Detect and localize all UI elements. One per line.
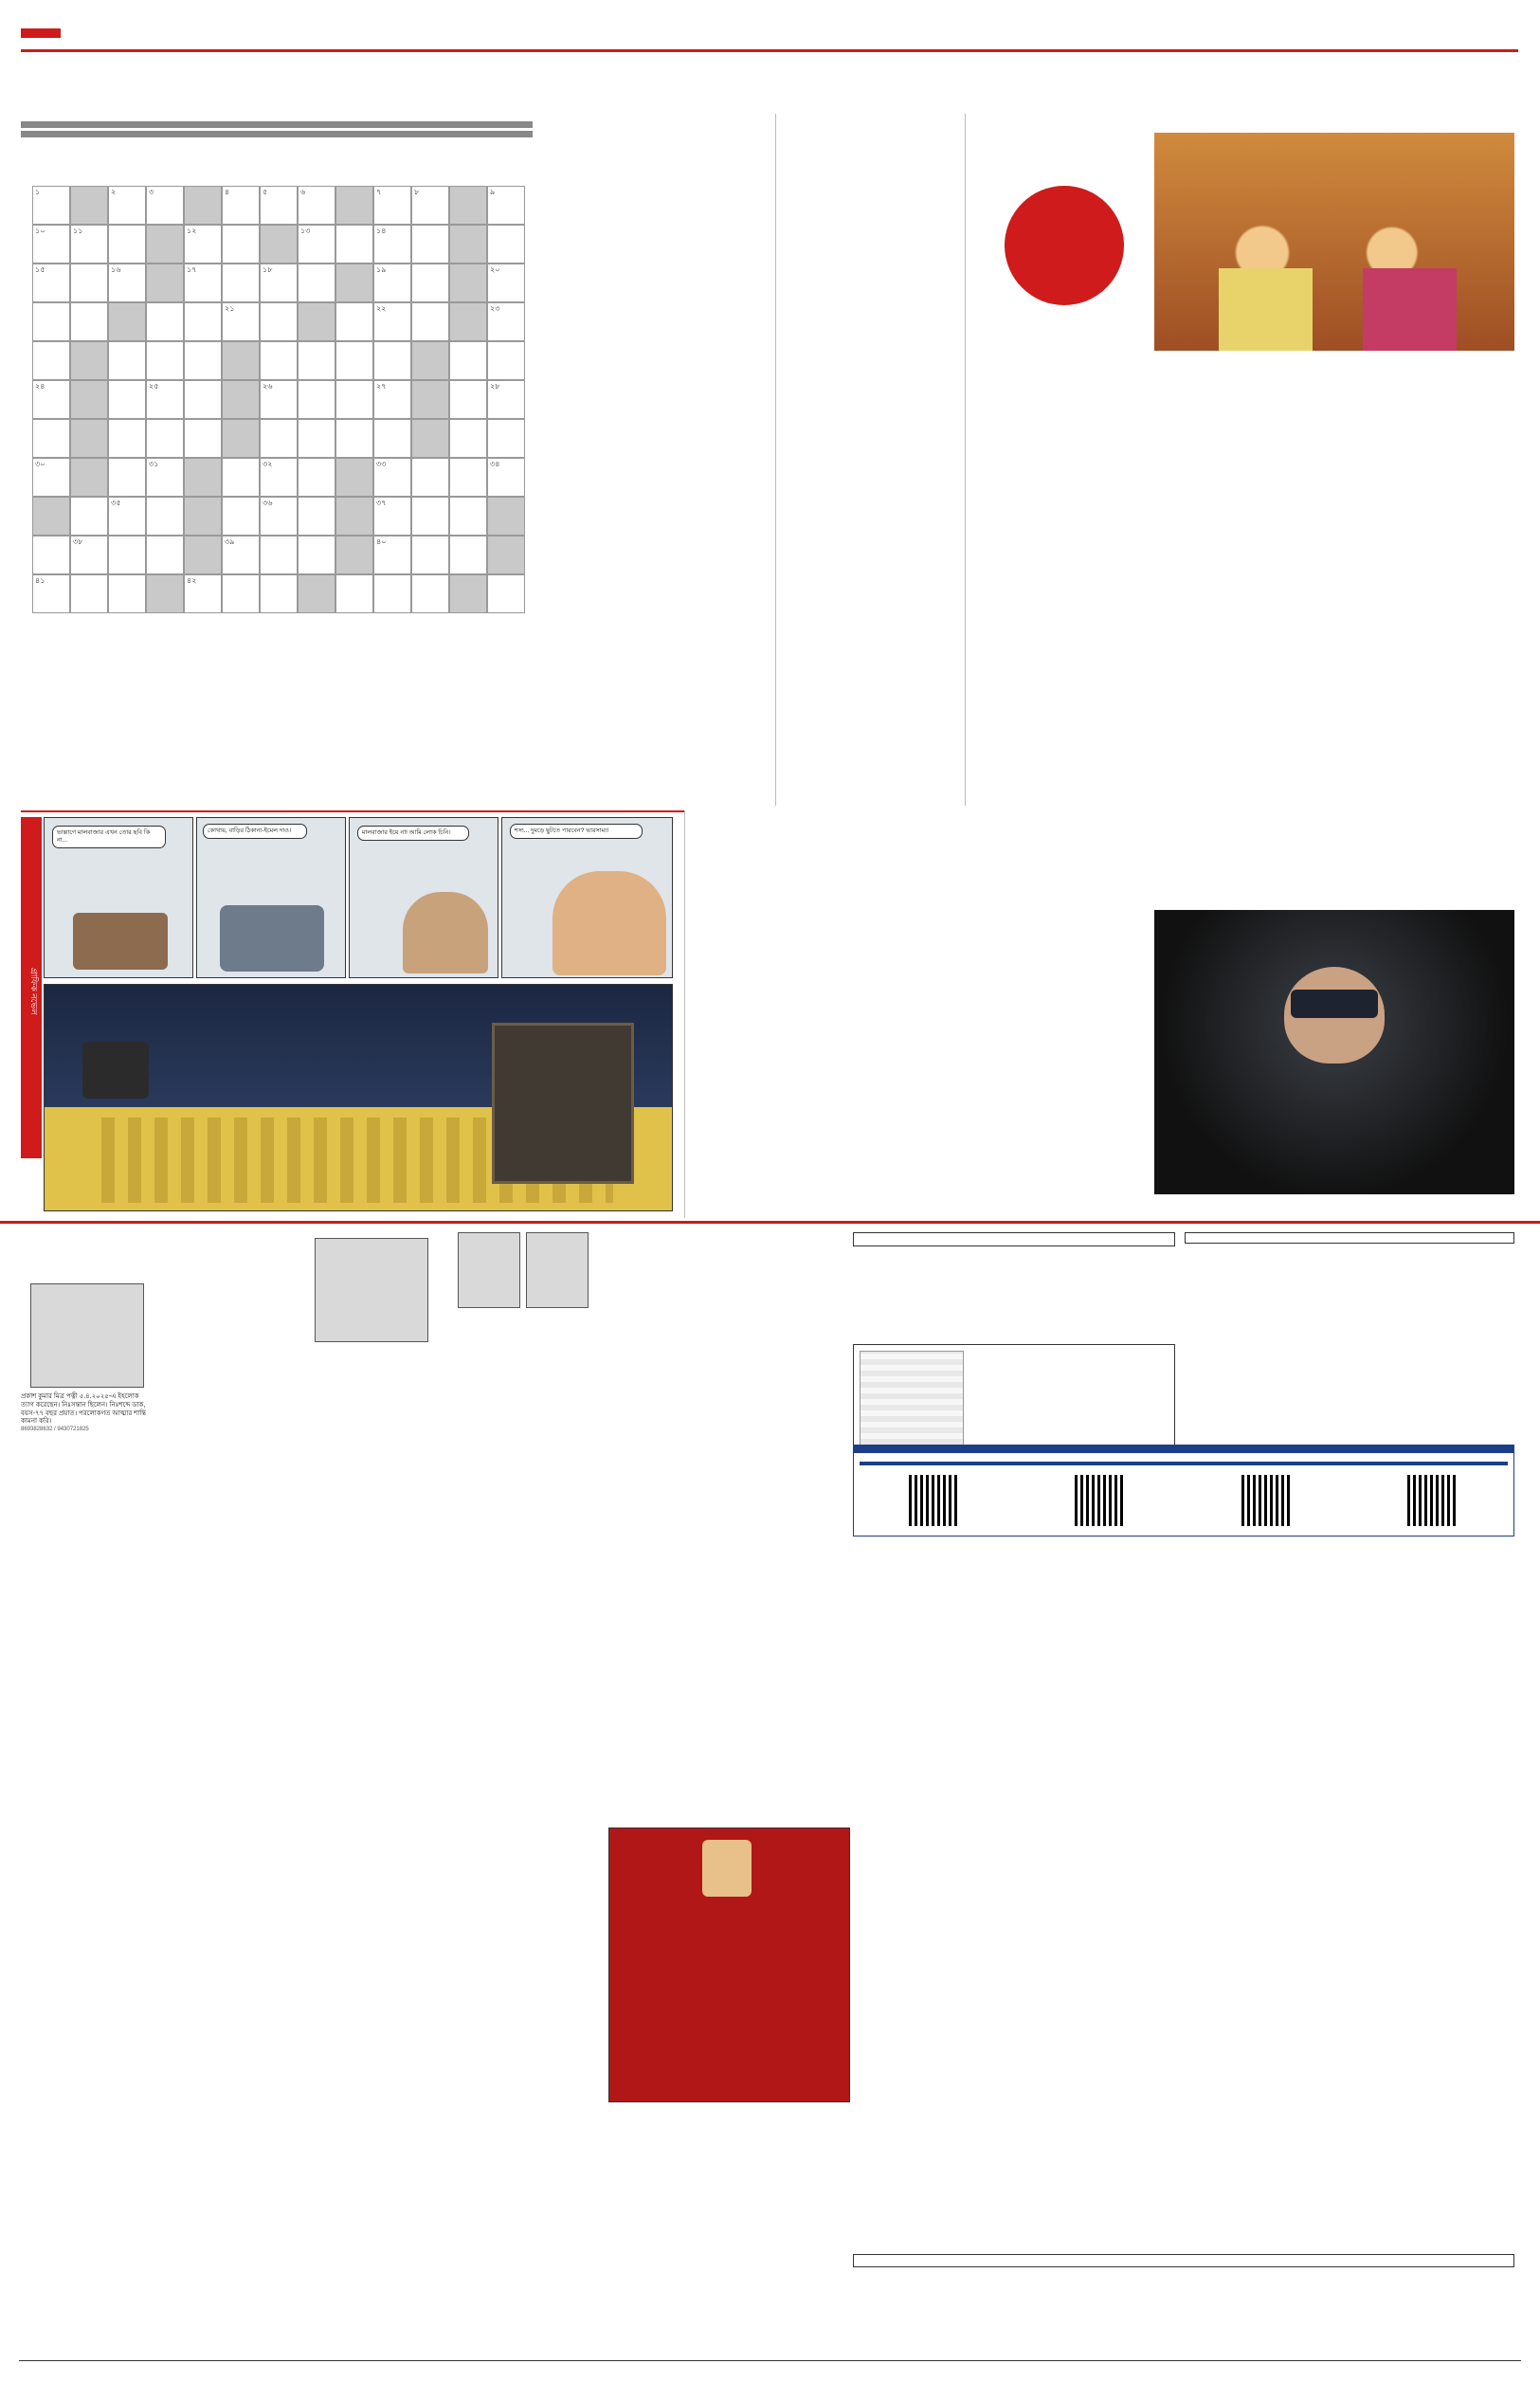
comic-panel-4: শস্য... দুমড়ে ছুটতে পারবেন? ভারসাম্য!	[501, 817, 673, 978]
sbi-header	[854, 1446, 1513, 1453]
crossword-cell-number: ৩৪	[490, 460, 500, 468]
crossword-cell[interactable]	[298, 458, 335, 497]
column-rule	[775, 114, 776, 806]
crossword-cell-number: ৪	[225, 188, 230, 196]
crossword-cell[interactable]	[146, 302, 184, 341]
crossword-block-cell	[449, 574, 487, 613]
crossword-cell[interactable]	[298, 536, 335, 574]
crossword-cell[interactable]	[32, 264, 70, 302]
comic-panel-3: মালবাজার ইয়ে না! আমি লোক চিনি।	[349, 817, 498, 978]
crossword-cell[interactable]	[32, 225, 70, 264]
crossword-block-cell	[146, 264, 184, 302]
crossword-cell[interactable]	[298, 264, 335, 302]
crossword-cell[interactable]	[108, 419, 146, 458]
crossword-cell[interactable]	[487, 264, 525, 302]
astrologer-photo	[702, 1840, 752, 1897]
missing-child-photo-1	[458, 1232, 520, 1308]
tv-photo	[1154, 133, 1514, 351]
crossword-block-cell	[184, 458, 222, 497]
crossword-cell[interactable]	[411, 497, 449, 536]
crossword-cell-number: ২৮	[490, 382, 500, 391]
crossword-block-cell	[449, 302, 487, 341]
crossword-cell-number: ৩০	[35, 460, 45, 468]
crossword-cell[interactable]	[32, 574, 70, 613]
crossword-cell[interactable]	[108, 186, 146, 225]
crossword-cell[interactable]	[146, 186, 184, 225]
crossword-cell[interactable]	[108, 574, 146, 613]
panjika-block	[783, 119, 958, 129]
crossword-cell[interactable]	[487, 225, 525, 264]
crossword-cell[interactable]	[70, 225, 108, 264]
crossword-cell[interactable]	[298, 380, 335, 419]
crossword-cell[interactable]	[108, 264, 146, 302]
crossword-block-cell	[184, 497, 222, 536]
crossword-cell[interactable]	[260, 536, 298, 574]
crossword-cell-number: ২৪	[35, 382, 45, 391]
crossword-cell[interactable]	[32, 380, 70, 419]
crossword-cell[interactable]	[184, 225, 222, 264]
crossword-cell[interactable]	[373, 574, 411, 613]
crossword-block-cell	[335, 264, 373, 302]
crossword-cell[interactable]	[411, 458, 449, 497]
crossword-cell[interactable]	[373, 302, 411, 341]
crossword-cell[interactable]	[146, 497, 184, 536]
crossword-block-cell	[70, 458, 108, 497]
crossword-cell-number: ৩৭	[376, 499, 387, 507]
crossword-cell[interactable]	[260, 419, 298, 458]
crossword-cell[interactable]	[449, 380, 487, 419]
crossword-cell-number: ১৪	[376, 227, 387, 235]
crossword-cell[interactable]	[184, 264, 222, 302]
crossword-cell-number: ৩	[149, 188, 154, 196]
crossword-cell[interactable]	[146, 380, 184, 419]
crossword-block-cell	[487, 536, 525, 574]
crossword-cell[interactable]	[184, 380, 222, 419]
crossword-cell[interactable]	[32, 536, 70, 574]
missing-child-photo-2	[526, 1232, 589, 1308]
crossword-cell[interactable]	[108, 380, 146, 419]
crossword-cell-number: ২০	[490, 265, 500, 274]
crossword-cell[interactable]	[449, 536, 487, 574]
crossword-cell[interactable]	[32, 341, 70, 380]
crossword-cell[interactable]	[411, 186, 449, 225]
crossword-cell-number: ১৩	[300, 227, 311, 235]
crossword-cell[interactable]	[146, 536, 184, 574]
crossword-cell[interactable]	[146, 458, 184, 497]
crossword-cell[interactable]	[335, 341, 373, 380]
crossword-block-cell	[260, 225, 298, 264]
comic-strip	[21, 817, 675, 1215]
mihirbhai-ad[interactable]	[853, 1232, 1175, 1246]
crossword-block-cell	[222, 380, 260, 419]
obituary-photo	[30, 1283, 144, 1388]
crossword-block-cell	[298, 574, 335, 613]
crossword-cell[interactable]	[373, 264, 411, 302]
crossword-cell[interactable]	[70, 497, 108, 536]
crossword-cell[interactable]	[222, 574, 260, 613]
crossword-cell[interactable]	[449, 497, 487, 536]
crossword-cell[interactable]	[373, 419, 411, 458]
crossword-block-cell	[184, 536, 222, 574]
crossword-bars	[21, 121, 533, 140]
crossword-grid[interactable]	[32, 186, 525, 622]
crossword-cell-number: ৫	[263, 188, 268, 196]
crossword-cell[interactable]	[70, 574, 108, 613]
crossword-cell[interactable]	[32, 419, 70, 458]
crossword-block-cell	[184, 186, 222, 225]
memorial-photo	[315, 1238, 428, 1342]
crossword-clues-down	[659, 186, 761, 190]
crossword-cell[interactable]	[298, 341, 335, 380]
crossword-cell-number: ১৫	[35, 265, 45, 274]
crossword-cell[interactable]	[487, 341, 525, 380]
tv-col-3	[1401, 379, 1514, 385]
crossword-block-cell	[411, 341, 449, 380]
classified-col-3	[305, 1232, 438, 1350]
crossword-block-cell	[298, 302, 335, 341]
crossword-cell[interactable]	[184, 574, 222, 613]
crossword-cell[interactable]	[335, 302, 373, 341]
crossword-cell[interactable]	[222, 186, 260, 225]
classified-col-2	[163, 1232, 296, 1238]
crossword-cell[interactable]	[411, 302, 449, 341]
crossword-cell-number: ১৮	[263, 265, 273, 274]
crossword-block-cell	[411, 380, 449, 419]
crossword-cell[interactable]	[335, 419, 373, 458]
crossword-cell-number: ৬	[300, 188, 306, 196]
crossword-cell[interactable]	[32, 302, 70, 341]
crossword-block-cell	[32, 497, 70, 536]
crossword-cell-number: ৩৮	[73, 537, 83, 546]
crossword-cell[interactable]	[487, 186, 525, 225]
crossword-cell[interactable]	[373, 225, 411, 264]
crossword-cell[interactable]	[373, 458, 411, 497]
crossword-cell[interactable]	[487, 302, 525, 341]
comic-large-panel	[44, 984, 673, 1211]
crossword-cell-number: ৩৫	[111, 499, 121, 507]
crossword-cell[interactable]	[260, 186, 298, 225]
crossword-cell-number: ২৫	[149, 382, 159, 391]
crossword-cell[interactable]	[260, 574, 298, 613]
sbi-auction-ad[interactable]	[853, 1445, 1514, 1536]
qr-code-3[interactable]	[1241, 1475, 1293, 1526]
masthead	[0, 0, 1540, 55]
crossword-cell[interactable]	[146, 419, 184, 458]
crossword-block-cell	[70, 419, 108, 458]
crossword-cell-number: ৭	[376, 188, 382, 196]
crossword-cell[interactable]	[32, 186, 70, 225]
crossword-cell[interactable]	[373, 380, 411, 419]
crossword-cell-number: ৩৩	[376, 460, 387, 468]
crossword-cell-number: ১০	[35, 227, 45, 235]
crossword-cell-number: ২২	[376, 304, 387, 313]
crossword-cell-number: ১১	[73, 227, 83, 235]
crossword-block-cell	[335, 497, 373, 536]
crossword-cell-number: ২১	[225, 304, 235, 313]
classified-section	[0, 1221, 1540, 2382]
crossword-cell[interactable]	[335, 380, 373, 419]
column-rule-2	[965, 114, 966, 806]
col1-ref: 8693828632 / 9430721825	[21, 1427, 89, 1432]
qr-code-2[interactable]	[1075, 1475, 1126, 1526]
crossword-cell[interactable]	[184, 302, 222, 341]
crossword-block-cell	[222, 419, 260, 458]
comic-panel-row	[44, 817, 673, 978]
crossword-cell-number: ৩৬	[263, 499, 273, 507]
crossword-block-cell	[146, 225, 184, 264]
crossword-cell[interactable]	[108, 225, 146, 264]
crossword-cell-number: ১৬	[111, 265, 121, 274]
crossword-cell[interactable]	[260, 302, 298, 341]
qr-code-1[interactable]	[909, 1475, 960, 1526]
folio-bar	[21, 28, 61, 38]
crossword-block-cell	[335, 536, 373, 574]
crossword-cell[interactable]	[70, 302, 108, 341]
crossword-cell[interactable]	[411, 536, 449, 574]
crossword-cell[interactable]	[260, 264, 298, 302]
crossword-cell[interactable]	[70, 264, 108, 302]
classified-col-4	[447, 1232, 599, 1313]
sbi-qr-row	[860, 1475, 1508, 1526]
crossword-block-cell	[335, 458, 373, 497]
crossword-cell[interactable]	[222, 264, 260, 302]
masthead-rule	[21, 49, 1518, 52]
crossword-cell[interactable]	[222, 225, 260, 264]
crossword-cell[interactable]	[222, 497, 260, 536]
crossword-cell-number: ৪১	[35, 576, 45, 585]
crossword-block-cell	[449, 264, 487, 302]
crossword-cell[interactable]	[184, 419, 222, 458]
crossword-cell[interactable]	[298, 186, 335, 225]
crossword-cell[interactable]	[222, 302, 260, 341]
crossword-block-cell	[487, 497, 525, 536]
classified-col-1	[21, 1276, 154, 1437]
crossword-cell[interactable]	[70, 536, 108, 574]
movie-hero-photo	[1154, 910, 1514, 1194]
crossword-cell[interactable]	[298, 225, 335, 264]
crossword-cell-number: ১২	[187, 227, 197, 235]
crossword-cell[interactable]	[487, 380, 525, 419]
crossword-cell[interactable]	[108, 458, 146, 497]
solution-grid	[540, 550, 744, 712]
crossword-block-cell	[411, 419, 449, 458]
crossword-cell[interactable]	[373, 536, 411, 574]
crossword-cell[interactable]	[108, 341, 146, 380]
crossword-cell[interactable]	[373, 186, 411, 225]
comic-sidebar-label: গ্রাফিক নভেল	[21, 817, 42, 1158]
crossword-cell-number: ৩২	[263, 460, 273, 468]
crossword-cell[interactable]	[260, 497, 298, 536]
crossword-cell-number: ৪০	[376, 537, 387, 546]
crossword-cell-number: ১৯	[376, 265, 387, 274]
crossword-block-cell	[449, 225, 487, 264]
crossword-cell[interactable]	[487, 458, 525, 497]
crossword-cell[interactable]	[335, 574, 373, 613]
crossword-cell-number: ২৭	[376, 382, 387, 391]
crossword-cell[interactable]	[373, 341, 411, 380]
etyadi-tabloid-thumb	[860, 1351, 964, 1446]
crossword-cell[interactable]	[449, 341, 487, 380]
crossword-block-cell	[70, 380, 108, 419]
crossword-cell[interactable]	[411, 225, 449, 264]
crossword-block-cell	[108, 302, 146, 341]
crossword-cell[interactable]	[298, 497, 335, 536]
crossword-cell[interactable]	[449, 458, 487, 497]
crossword-cell[interactable]	[184, 341, 222, 380]
tv-highlight-roundel	[1005, 186, 1124, 305]
crossword-cell[interactable]	[335, 225, 373, 264]
crossword-cell-number: ৩৯	[225, 537, 235, 546]
crossword-cell[interactable]	[108, 536, 146, 574]
cinema-rule	[684, 810, 685, 1218]
crossword-block-cell	[146, 574, 184, 613]
comic-panel-1: ভাল্লাগে মালবাজার এখন তোর ছবি কি না...	[44, 817, 193, 978]
crossword-cell-number: ৯	[490, 188, 496, 196]
crossword-cell-number: ২৩	[490, 304, 500, 313]
crossword-cell[interactable]	[32, 458, 70, 497]
bottom-note-box	[853, 2254, 1514, 2267]
crossword-block-cell	[335, 186, 373, 225]
crossword-block-cell	[70, 186, 108, 225]
crossword-header	[21, 144, 533, 147]
crossword-cell[interactable]	[298, 419, 335, 458]
footer-rule	[19, 2360, 1521, 2361]
classified-col-5	[608, 1232, 751, 1237]
crossword-cell[interactable]	[487, 574, 525, 613]
crossword-block-cell	[70, 341, 108, 380]
crossword-cell-number: ২	[111, 188, 117, 196]
crossword-cell[interactable]	[260, 458, 298, 497]
etyadi-promo-ad[interactable]	[853, 1344, 1175, 1452]
page-footer	[0, 2376, 1540, 2382]
jyotish-ad[interactable]	[608, 1827, 850, 2102]
crossword-cell-number: ১৭	[187, 265, 197, 274]
col1-obit-text: প্রকাশ কুমার মিত্র পত্নী ৫.৪.২০২৫-এ ইহলোক ত্যাগ করেছেন। নিঃসন্তান ছিলেন। নিঃশব্দে ডাক, বয়স-৭৭ বছর প্রয়াত। পরলোকগত আত্মার শান্তি কামনা করি।	[21, 1393, 147, 1426]
kormakar-ad[interactable]	[1185, 1232, 1514, 1244]
crossword-cell[interactable]	[411, 574, 449, 613]
sbi-auction-head	[860, 1462, 1508, 1465]
crossword-cell-number: ৩১	[149, 460, 159, 468]
crossword-cell[interactable]	[411, 264, 449, 302]
crossword-cell-number: ১	[35, 188, 41, 196]
crossword-cell-number: ২৬	[263, 382, 273, 391]
crossword-cell-number: ৪২	[187, 576, 197, 585]
crossword-cell[interactable]	[260, 341, 298, 380]
crossword-cell[interactable]	[487, 419, 525, 458]
qr-code-4[interactable]	[1407, 1475, 1458, 1526]
crossword-cell-number: ৮	[414, 188, 420, 196]
comic-top-rule	[21, 810, 684, 812]
crossword-block-cell	[222, 341, 260, 380]
crossword-block-cell	[449, 186, 487, 225]
crossword-cell[interactable]	[260, 380, 298, 419]
crossword-cell[interactable]	[146, 341, 184, 380]
crossword-cell[interactable]	[373, 497, 411, 536]
crossword-cell[interactable]	[449, 419, 487, 458]
crossword-cell[interactable]	[222, 458, 260, 497]
comic-panel-2: কোথায়, বাড়ির ঠিকানা-ইমেল দাও।	[196, 817, 346, 978]
crossword-cell[interactable]	[222, 536, 260, 574]
crossword-cell[interactable]	[108, 497, 146, 536]
